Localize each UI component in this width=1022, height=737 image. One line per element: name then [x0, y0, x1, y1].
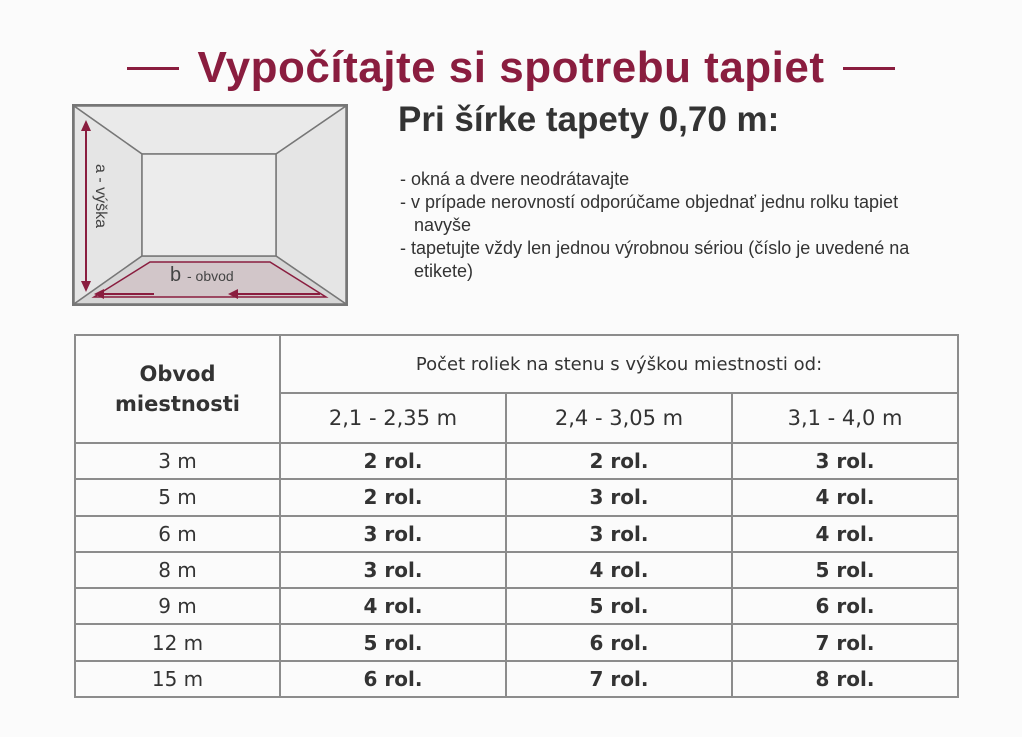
cell-circumference: 8 m	[75, 552, 280, 588]
cell-circumference: 12 m	[75, 624, 280, 660]
cell-value: 8 rol.	[732, 661, 958, 697]
cell-circumference: 5 m	[75, 479, 280, 515]
perimeter-letter: b	[170, 264, 182, 286]
table-row	[75, 443, 958, 479]
header-col-2: 2,4 - 3,05 m	[506, 393, 732, 443]
cell-value: 2 rol.	[280, 443, 506, 479]
note-item: - okná a dvere neodrátavajte	[400, 168, 960, 191]
cell-value: 5 rol.	[732, 552, 958, 588]
cell-circumference: 6 m	[75, 516, 280, 552]
cell-value: 4 rol.	[280, 588, 506, 624]
height-label: a - výška	[92, 164, 109, 229]
note-item: - v prípade nerovností odporúčame objednať jednu rolku tapiet navyše	[400, 191, 960, 237]
table-row	[75, 516, 958, 552]
cell-value: 6 rol.	[506, 624, 732, 660]
cell-value: 3 rol.	[506, 516, 732, 552]
header-col-3: 3,1 - 4,0 m	[732, 393, 958, 443]
cell-value: 6 rol.	[732, 588, 958, 624]
cell-value: 6 rol.	[280, 661, 506, 697]
cell-value: 7 rol.	[506, 661, 732, 697]
cell-value: 5 rol.	[280, 624, 506, 660]
subtitle: Pri šírke tapety 0,70 m:	[398, 100, 780, 139]
cell-value: 3 rol.	[506, 479, 732, 515]
cell-value: 3 rol.	[732, 443, 958, 479]
room-back-wall	[142, 154, 276, 256]
table-row	[75, 661, 958, 697]
header-circumference	[75, 335, 280, 443]
title-dash-right	[843, 67, 895, 70]
header-col-1: 2,1 - 2,35 m	[280, 393, 506, 443]
cell-circumference: 15 m	[75, 661, 280, 697]
table-row	[75, 588, 958, 624]
cell-circumference: 9 m	[75, 588, 280, 624]
header-group: Počet roliek na stenu s výškou miestnosti od:	[280, 335, 958, 393]
table-header-row	[75, 335, 958, 393]
cell-value: 3 rol.	[280, 516, 506, 552]
cell-value: 3 rol.	[280, 552, 506, 588]
note-item: - tapetujte vždy len jednou výrobnou sériou (číslo je uvedené na etikete)	[400, 237, 960, 283]
page-title: Vypočítajte si spotrebu tapiet	[197, 43, 825, 92]
cell-value: 2 rol.	[280, 479, 506, 515]
table-row	[75, 552, 958, 588]
rolls-table	[74, 334, 959, 698]
cell-value: 4 rol.	[506, 552, 732, 588]
cell-value: 7 rol.	[732, 624, 958, 660]
title-row	[0, 38, 1022, 98]
table-row	[75, 624, 958, 660]
perimeter-suffix: - obvod	[187, 268, 234, 284]
table-row	[75, 479, 958, 515]
cell-value: 2 rol.	[506, 443, 732, 479]
notes-list	[400, 168, 960, 283]
header-circumference-line2: miestnosti	[115, 392, 240, 416]
cell-value: 5 rol.	[506, 588, 732, 624]
header-circumference-line1: Obvod	[139, 362, 216, 386]
cell-circumference: 3 m	[75, 443, 280, 479]
room-diagram	[72, 104, 348, 306]
cell-value: 4 rol.	[732, 516, 958, 552]
cell-value: 4 rol.	[732, 479, 958, 515]
title-dash-left	[127, 67, 179, 70]
